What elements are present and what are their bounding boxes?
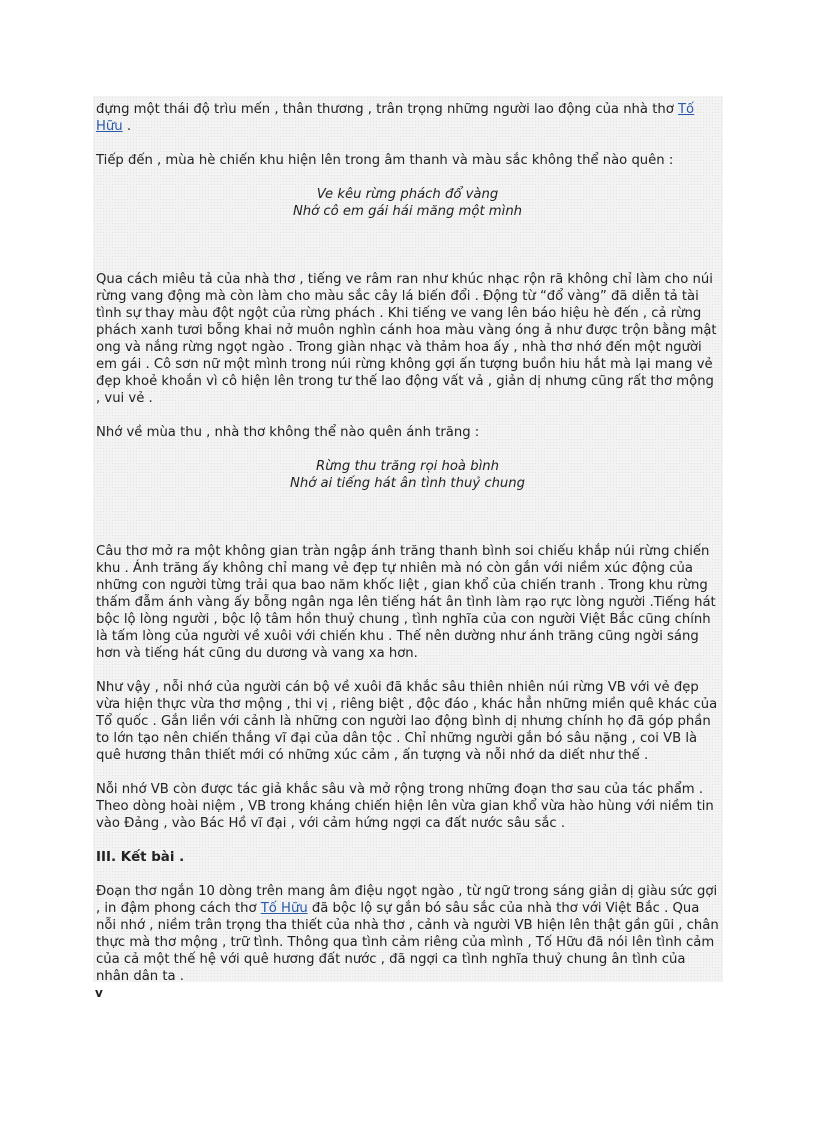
paragraph-3: Qua cách miêu tả của nhà thơ , tiếng ve râm ran như khúc nhạc rộn rã không chỉ làm cho núi rừng vang động mà còn làm cho màu sắc cây lá biến đổi . Động từ “đổ vàng” đã diễn tả tài tình sự thay màu đột ngột của rừng phách . Khi tiếng ve vang lên báo hiệu hè đến , cả rừng phách xanh tươi bỗng khai nở muôn nghìn cánh hoa màu vàng óng ả như được trộn bằng mật ong và nắng rừng ngọt ngào . Trong giàn nhạc và thảm hoa ấy , nhà thơ nhớ đến một người em gái . Cô sơn nữ một mình trong núi rừng không gợi ấn tượng buồn hiu hắt mà lại mang vẻ đẹp khoẻ khoắn vì cô hiện lên trong tư thế lao động vất vả , giản dị nhưng cũng rất thơ mộng , vui vẻ . [96,272,717,406]
poem-summer [96,186,719,220]
poem-line: Nhớ cô em gái hái măng một mình [292,204,523,219]
paragraph-1: đựng một thái độ trìu mến , thân thương , trân trọng những người lao động của nhà thơ Tố Hữu . [96,102,695,134]
author-link-to-huu[interactable]: Tố Hữu [96,102,695,134]
paragraph-8: Đoạn thơ ngắn 10 dòng trên mang âm điệu ngọt ngào , từ ngữ trong sáng giản dị giàu sức gợi , in đậm phong cách thơ Tố Hữu đã bộc lộ sự gắn bó sâu sắc của nhà thơ với Việt Bắc . Qua nỗi nhớ , niềm trân trọng tha thiết của nhà thơ , cảnh và người VB hiện lên thật gần gũi , chân thực mà thơ mộng , trữ tình. Thông qua tình cảm riêng của mình , Tố Hữu đã nói lên tình cảm của cả một thế hệ với quê hương đất nước , đã ngợi ca tình nghĩa thuỷ chung ân tình của nhân dân ta . [96,884,719,984]
section-heading-conclusion: III. Kết bài . [96,850,185,865]
article-body [93,96,723,982]
poem-line: Nhớ ai tiếng hát ân tình thuỷ chung [289,476,526,491]
paragraph-7: Nỗi nhớ VB còn được tác giả khắc sâu và mở rộng trong những đoạn thơ sau của tác phẩm . Theo dòng hoài niệm , VB trong kháng chiến hiện lên vừa gian khổ vừa hào hùng với niềm tin vào Đảng , vào Bác Hồ vĩ đại , với cảm hứng ngợi ca đất nước sâu sắc . [96,782,714,831]
paragraph-2: Tiếp đến , mùa hè chiến khu hiện lên trong âm thanh và màu sắc không thể nào quên : [96,153,674,168]
paragraph-5: Câu thơ mở ra một không gian tràn ngập ánh trăng thanh bình soi chiếu khắp núi rừng chiến khu . Ánh trăng ấy không chỉ mang vẻ đẹp tự nhiên mà nó còn gắn với niềm xúc động của những con người từng trải qua bao năm khốc liệt , gian khổ của chiến tranh . Trong khu rừng thấm đẫm ánh vàng ấy bỗng ngân nga lên tiếng hát ân tình làm rạo rực lòng người .Tiếng hát bộc lộ lòng người , bộc lộ tâm hồn thuỷ chung , tình nghĩa của con người Việt Bắc cũng chính là tấm lòng của người về xuôi với chiến khu . Thế nên dường như ánh trăng cũng ngời sáng hơn và tiếng hát cũng du dương và vang xa hơn. [96,544,716,661]
trailing-character: v [95,986,103,1000]
poem-line: Ve kêu rừng phách đổ vàng [316,187,499,202]
author-link-to-huu[interactable]: Tố Hữu [260,901,308,916]
paragraph-6: Như vậy , nỗi nhớ của người cán bộ về xuôi đã khắc sâu thiên nhiên núi rừng VB với vẻ đẹp vừa hiện thực vừa thơ mộng , thi vị , riêng biệt , độc đáo , khác hẳn những miền quê khác của Tổ quốc . Gắn liền với cảnh là những con người lao động bình dị nhưng chính họ đã góp phần to lớn tạo nên chiến thắng vĩ đại của dân tộc . Chỉ những người gắn bó sâu nặng , coi VB là quê hương thân thiết mới có những xúc cảm , ấn tượng và nỗi nhớ da diết như thế . [96,680,718,763]
paragraph-4: Nhớ về mùa thu , nhà thơ không thể nào quên ánh trăng : [96,425,480,440]
poem-line: Rừng thu trăng rọi hoà bình [316,459,499,474]
poem-autumn [96,458,719,492]
